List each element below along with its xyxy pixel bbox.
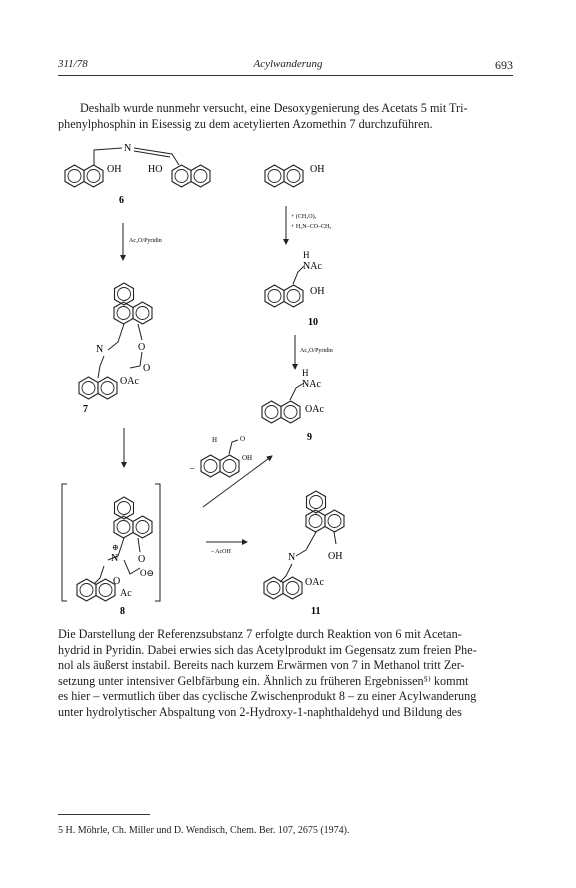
body-paragraph [58, 627, 514, 720]
compound-number-11: 11 [311, 606, 321, 617]
compound-7-structure [79, 283, 152, 415]
compound-10-structure [265, 250, 324, 328]
body-line: Die Darstellung der Referenzsubstanz 7 erfolgte durch Reaktion von 6 mit Acetan- [58, 627, 462, 641]
atom-n: N [288, 552, 296, 563]
page-number: 693 [495, 58, 513, 72]
compound-number-9: 9 [307, 432, 312, 443]
hydroxynaphthaldehyde-structure [189, 435, 252, 477]
reagent-acetamide: + H₂N–CO–CH₃ [291, 224, 332, 230]
atom-h: H [303, 250, 310, 260]
plus-charge: ⊕ [112, 543, 119, 552]
atom-ho: HO [148, 164, 163, 175]
atom-oac: OAc [305, 577, 324, 588]
atom-n: N [96, 344, 104, 355]
intro-line: Deshalb wurde nunmehr versucht, eine Desoxygenierung des Acetats 5 mit Tri- [80, 101, 468, 115]
compound-11-structure [264, 491, 344, 617]
atom-ac: Ac [120, 588, 132, 599]
minus-sign: – [190, 463, 195, 473]
atom-o: O [240, 435, 246, 443]
atom-o: O [138, 342, 146, 353]
atom-oh: OH [310, 164, 325, 175]
atom-h: H [302, 368, 309, 378]
reagent-ac2o-pyridin: Ac₂O/Pyridin [300, 348, 333, 354]
body-line: es hier – vermutlich über das cyclische Zwischenprodukt 8 – zu einer Acylwanderung [58, 689, 477, 703]
body-line: unter hydrolytischer Abspaltung von 2-Hydroxy-1-naphthaldehyd und Bildung des [58, 704, 462, 719]
reagent-ac2o-pyridin: Ac₂O/Pyridin [129, 238, 162, 244]
reagent-formaldehyde: + (CH₂O)ₓ [291, 214, 317, 220]
compound-number-7: 7 [83, 404, 88, 415]
body-line: nol als äußerst instabil. Bereits nach kurzem Erwärmen von 7 in Methanol tritt Zer- [58, 658, 465, 672]
atom-o-minus: O⊖ [140, 568, 155, 578]
atom-oh: OH [328, 551, 343, 562]
footnote-rule [58, 814, 150, 815]
atom-oh: OH [107, 164, 122, 175]
arrow-8-to-9 [203, 456, 272, 507]
atom-oac: OAc [305, 404, 324, 415]
compound-9-structure [262, 368, 324, 443]
footnote: 5 H. Möhrle, Ch. Miller und D. Wendisch, Chem. Ber. 107, 2675 (1974). [58, 825, 350, 836]
compound-6-structure [65, 143, 210, 206]
atom-n: N [111, 553, 119, 564]
atom-n: N [124, 143, 132, 154]
naphthol-structure [265, 164, 324, 187]
atom-o: O [138, 554, 146, 565]
atom-nac: NAc [303, 261, 322, 272]
intro-line: phenylphosphin in Eisessig zu dem acetylierten Azomethin 7 durchzuführen. [58, 116, 433, 131]
atom-nac: NAc [302, 379, 321, 390]
reagent-minus-acoh: – AcOH [211, 549, 231, 555]
running-head-issue: 311/78 [58, 58, 88, 70]
body-line: setzung unter intensiver Gelbfärbung ein. Ähnlich zu früheren Ergebnissen⁵⁾ kommt [58, 673, 469, 688]
compound-number-10: 10 [308, 317, 318, 328]
compound-number-8: 8 [120, 606, 125, 617]
atom-o: O [143, 363, 151, 374]
atom-h: H [212, 436, 218, 444]
atom-oac: OAc [120, 376, 139, 387]
atom-o: O [113, 576, 121, 587]
atom-oh: OH [310, 286, 325, 297]
body-line: hydrid in Pyridin. Dabei erwies sich das Acetylprodukt im Gegensatz zum freien Phe- [58, 642, 477, 657]
running-head-title: Acylwanderung [253, 58, 323, 70]
compound-number-6: 6 [119, 195, 124, 206]
atom-oh: OH [242, 454, 253, 462]
compound-8-structure [62, 484, 160, 617]
